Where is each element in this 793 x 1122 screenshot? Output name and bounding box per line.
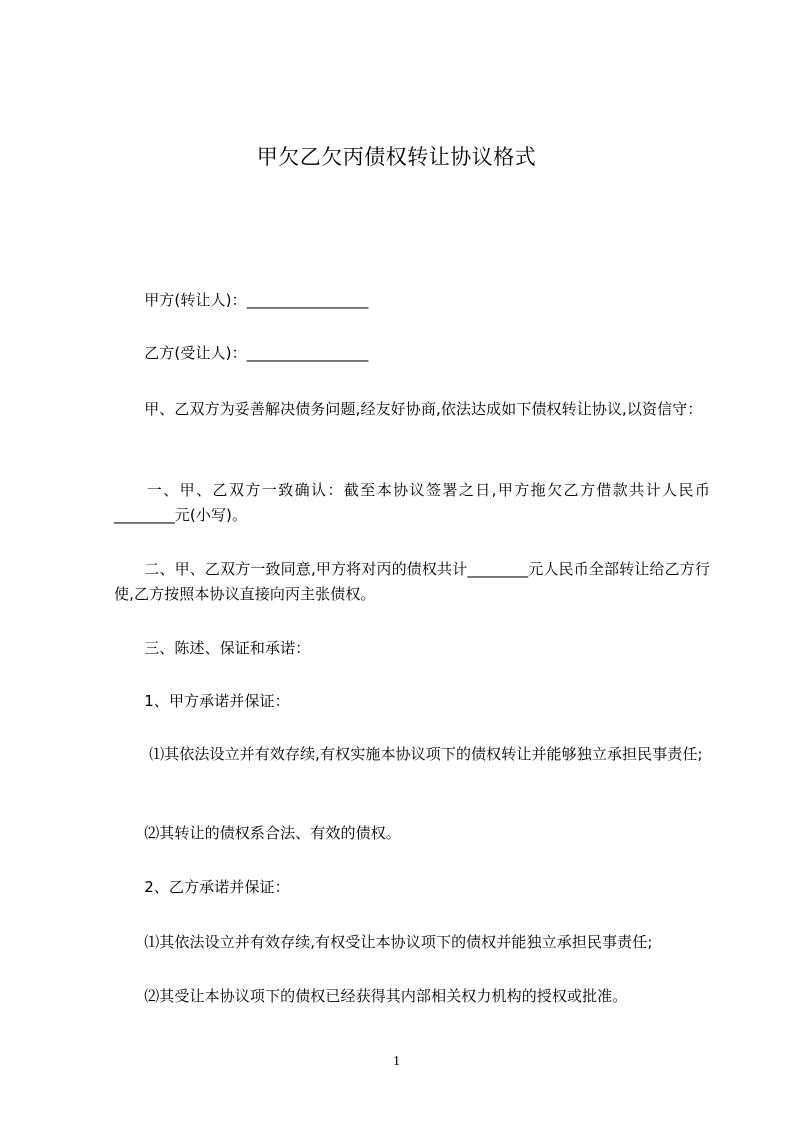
party-b-warranty-heading: 2、乙方承诺并保证： [114,878,290,896]
document-title: 甲欠乙欠丙债权转让协议格式 [256,145,537,169]
clause-two-paragraph: 二、甲、乙双方一致同意,甲方将对丙的债权共计________元人民币全部转让给乙方行使,乙方按照本协议直接向丙主张债权。 [114,560,710,603]
party-a-line: 甲方(转让人)：________________ [114,291,369,309]
party-b-line: 乙方(受让人)：________________ [114,344,369,362]
clause-three-heading: 三、陈述、保证和承诺： [114,639,311,657]
clause-one-paragraph: 一、甲、乙双方一致确认：截至本协议签署之日,甲方拖欠乙方借款共计人民币________元(小写)。 [114,481,710,524]
party-a-warranty-item-1: ⑴其依法设立并有效存续,有权实施本协议项下的债权转让并能够独立承担民事责任; [114,745,703,763]
preamble-paragraph: 甲、乙双方为妥善解决债务问题,经友好协商,依法达成如下债权转让协议,以资信守： [114,400,703,418]
party-b-warranty-item-2: ⑵其受让本协议项下的债权已经获得其内部相关权力机构的授权或批准。 [114,987,628,1005]
page-number: 1 [393,1054,400,1069]
party-b-warranty-item-1: ⑴其依法设立并有效存续,有权受让本协议项下的债权并能独立承担民事责任; [114,933,653,951]
party-a-warranty-heading: 1、甲方承诺并保证： [114,692,290,710]
party-a-warranty-item-2: ⑵其转让的债权系合法、有效的债权。 [114,824,401,842]
